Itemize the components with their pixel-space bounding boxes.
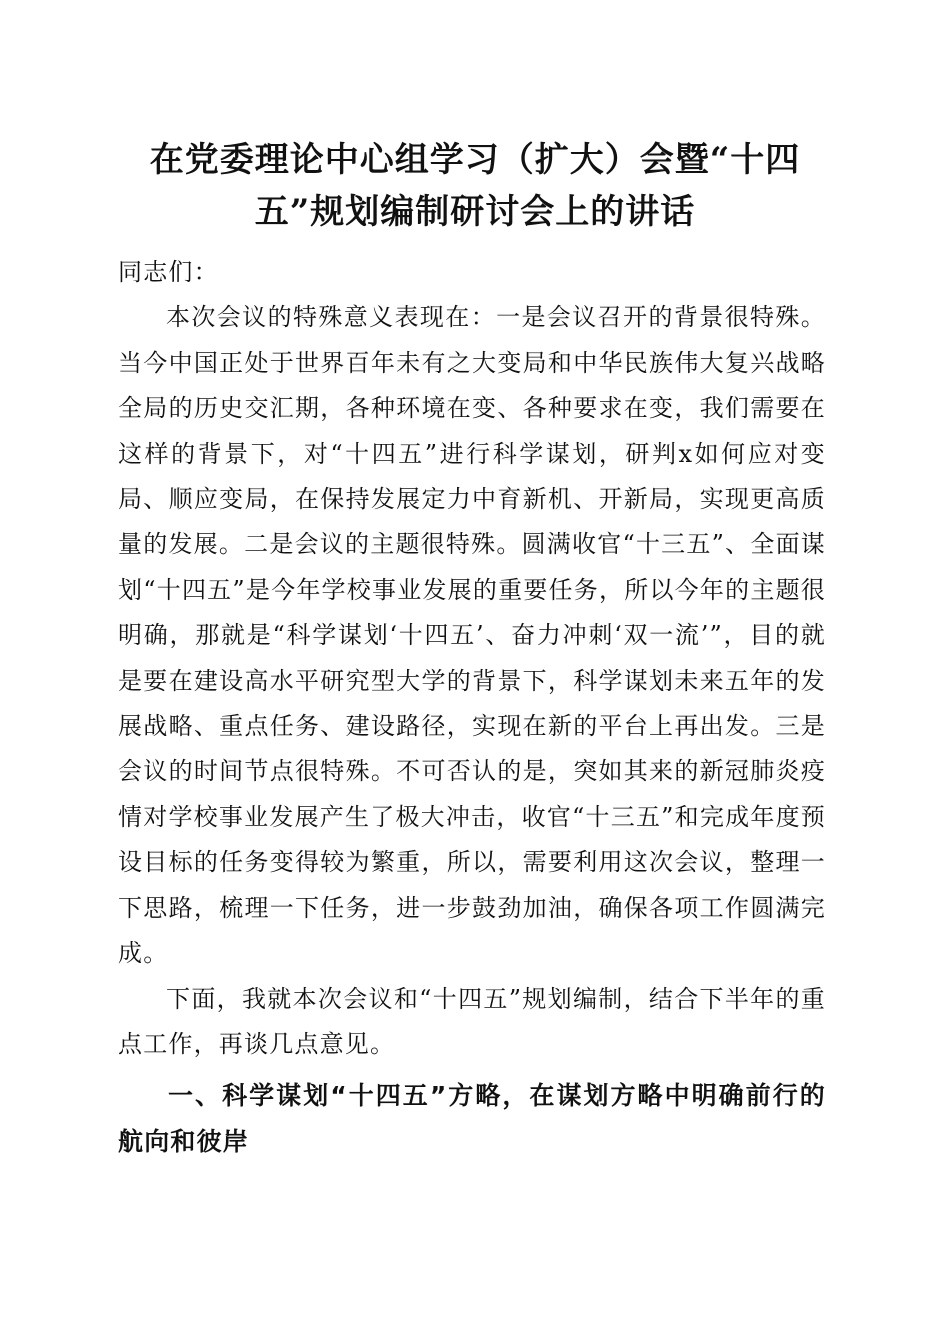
document-body [118, 250, 826, 1164]
paragraph-2: 下面，我就本次会议和“十四五”规划编制，结合下半年的重点工作，再谈几点意见。 [118, 984, 826, 1058]
document-title [100, 134, 850, 238]
paragraph-1: 本次会议的特殊意义表现在：一是会议召开的背景很特殊。当今中国正处于世界百年未有之大变局和中华民族伟大复兴战略全局的历史交汇期，各种环境在变、各种要求在变，我们需要在这样的背景下，对“十四五”进行科学谋划，研判x如何应对变局、顺应变局，在保持发展定力中育新机、开新局，实现更高质量的发展。二是会议的主题很特殊。圆满收官“十三五”、全面谋划“十四五”是今年学校事业发展的重要任务，所以今年的主题很明确，那就是“科学谋划‘十四五’、奋力冲刺‘双一流’”，目的就是要在建设高水平研究型大学的背景下，科学谋划未来五年的发展战略、重点任务、建设路径，实现在新的平台上再出发。三是会议的时间节点很特殊。不可否认的是，突如其来的新冠肺炎疫情对学校事业发展产生了极大冲击，收官“十三五”和完成年度预设目标的任务变得较为繁重，所以，需要利用这次会议，整理一下思路，梳理一下任务，进一步鼓劲加油，确保各项工作圆满完成。 [118, 303, 826, 968]
section-heading: 一、科学谋划“十四五”方略，在谋划方略中明确前行的航向和彼岸 [118, 1081, 826, 1156]
title-line-1: 在党委理论中心组学习（扩大）会暨“十四 [149, 140, 801, 180]
salutation: 同志们： [118, 258, 219, 286]
title-line-2: 五”规划编制研讨会上的讲话 [254, 192, 696, 232]
